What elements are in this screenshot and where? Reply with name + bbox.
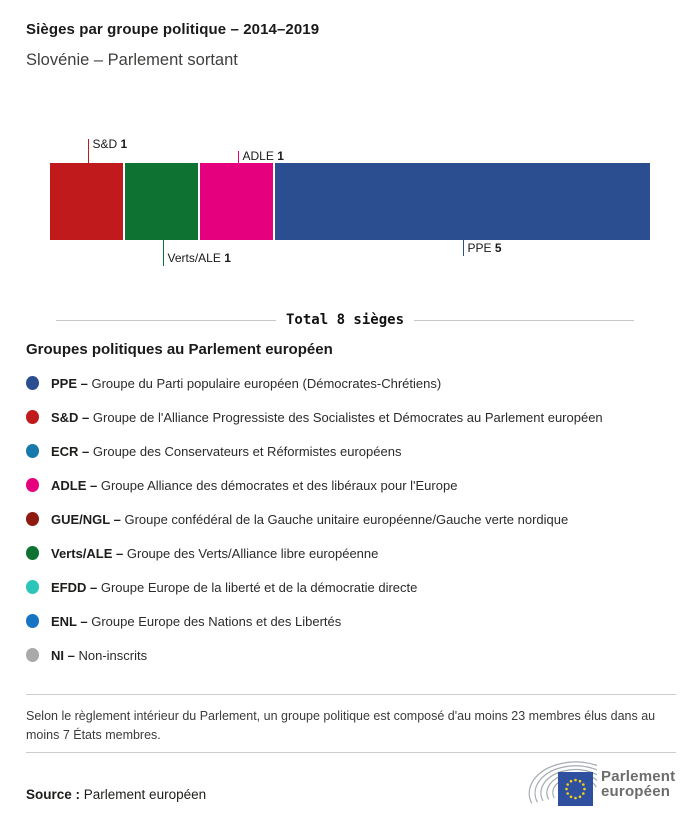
european-parliament-logo: [527, 757, 687, 811]
legend-dot-icon: [26, 478, 39, 492]
callout-ppe: [463, 240, 502, 256]
legend-item-gue-ngl: [26, 502, 686, 536]
callout-adle: [238, 149, 284, 163]
legend-dot-icon: [26, 614, 39, 628]
legend-item-text: ECR – Groupe des Conservateurs et Réformistes européens: [51, 443, 402, 459]
source-line: [26, 787, 206, 802]
legend-item-ecr: [26, 434, 686, 468]
source-label: Source :: [26, 787, 81, 802]
callout-verts-ale: [163, 240, 231, 266]
legend-dot-icon: [26, 580, 39, 594]
segment-label: PPE 5: [467, 241, 502, 255]
page-subtitle: Slovénie – Parlement sortant: [26, 51, 238, 69]
legend-item-adle: [26, 468, 686, 502]
logo-line2: européen: [601, 783, 671, 800]
legend-dot-icon: [26, 410, 39, 424]
legend-item-ni: [26, 638, 686, 672]
legend-list: [26, 366, 686, 672]
segment-label: S&D 1: [92, 137, 128, 151]
legend-dot-icon: [26, 512, 39, 526]
logo-wordmark: [601, 769, 675, 800]
legend-item-text: ENL – Groupe Europe des Nations et des Libertés: [51, 613, 342, 629]
page-title: Sièges par groupe politique – 2014–2019: [26, 21, 320, 38]
bar-segment-adle: [200, 163, 275, 240]
segment-label: ADLE 1: [242, 149, 284, 163]
legend-item-s-d: [26, 400, 686, 434]
logo-line1: Parlement: [601, 767, 676, 785]
legend-item-text: ADLE – Groupe Alliance des démocrates et des libéraux pour l'Europe: [51, 477, 458, 493]
source-value: Parlement européen: [83, 787, 207, 802]
legend-dot-icon: [26, 376, 39, 390]
legend-item-text: S&D – Groupe de l'Alliance Progressiste des Socialistes et Démocrates au Parlement européen: [51, 409, 603, 425]
legend-item-verts-ale: [26, 536, 686, 570]
legend-heading: Groupes politiques au Parlement européen: [26, 341, 333, 358]
segment-label: Verts/ALE 1: [167, 251, 231, 265]
seats-chart: [0, 138, 700, 288]
legend-item-text: Verts/ALE – Groupe des Verts/Alliance libre européenne: [51, 545, 379, 561]
divider-line-left: [56, 320, 276, 321]
legend-item-text: GUE/NGL – Groupe confédéral de la Gauche unitaire européenne/Gauche verte nordique: [51, 511, 569, 527]
legend-dot-icon: [26, 444, 39, 458]
footnote: Selon le règlement intérieur du Parlement, un groupe politique est composé d'au moins 23 membres élus dans au moins 7 États membres.: [26, 709, 656, 742]
legend-item-text: EFDD – Groupe Europe de la liberté et de la démocratie directe: [51, 579, 418, 595]
hemicycle-eu-flag-icon: [527, 757, 597, 811]
divider-rule-top: [26, 694, 676, 695]
bar-segment-verts-ale: [125, 163, 200, 240]
legend-dot-icon: [26, 648, 39, 662]
legend-item-ppe: [26, 366, 686, 400]
callout-s-d: [88, 137, 128, 163]
legend-item-text: NI – Non-inscrits: [51, 647, 148, 663]
divider-line-right: [414, 320, 634, 321]
stacked-bar: [50, 163, 650, 240]
total-seats-label: Total 8 sièges: [286, 312, 405, 328]
legend-item-enl: [26, 604, 686, 638]
bar-segment-ppe: [275, 163, 650, 240]
legend-dot-icon: [26, 546, 39, 560]
legend-item-efdd: [26, 570, 686, 604]
total-divider: [56, 312, 634, 328]
bar-segment-s-d: [50, 163, 125, 240]
divider-rule-bottom: [26, 752, 676, 753]
legend-item-text: PPE – Groupe du Parti populaire européen (Démocrates-Chrétiens): [51, 375, 442, 391]
